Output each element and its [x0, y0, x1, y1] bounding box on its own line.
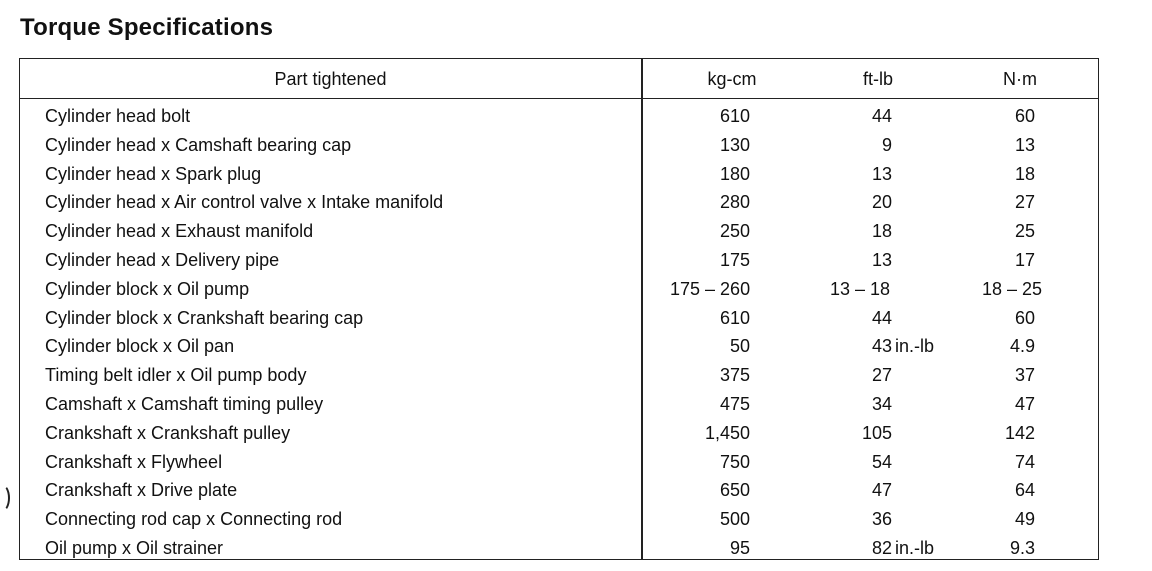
torque-spec-table	[19, 58, 1099, 560]
part-cell: Cylinder head x Delivery pipe	[45, 249, 280, 270]
kg-cm-cell: 175	[719, 249, 750, 270]
table-row	[20, 480, 1098, 509]
ft-lb-cell: 18	[871, 221, 892, 242]
n-m-cell: 13	[1014, 134, 1035, 155]
part-cell: Crankshaft x Flywheel	[45, 451, 223, 472]
table-row	[20, 336, 1098, 365]
kg-cm-cell: 750	[719, 451, 750, 472]
ft-lb-cell: 54	[871, 451, 892, 472]
table-row	[20, 394, 1098, 423]
ft-lb-cell: 47	[871, 480, 892, 501]
n-m-cell: 74	[1014, 451, 1035, 472]
part-cell: Cylinder block x Crankshaft bearing cap	[45, 307, 364, 328]
ft-lb-cell: 20	[871, 192, 892, 213]
table-row	[20, 250, 1098, 279]
page-title: Torque Specifications	[20, 14, 274, 41]
table-row	[20, 423, 1098, 452]
table-row	[20, 192, 1098, 221]
kg-cm-cell: 610	[719, 106, 750, 126]
ft-lb-cell: 13	[871, 249, 892, 270]
header-part-tightened: Part tightened	[274, 69, 387, 89]
table-row	[20, 509, 1098, 538]
ft-lb-cell: 36	[871, 509, 892, 530]
table-row	[20, 164, 1098, 193]
part-cell: Cylinder head bolt	[45, 106, 191, 126]
part-cell: Crankshaft x Crankshaft pulley	[45, 422, 291, 443]
n-m-cell: 27	[1014, 192, 1035, 213]
ft-lb-cell: 9	[881, 134, 892, 155]
ft-lb-cell: 34	[871, 393, 892, 414]
kg-cm-cell: 610	[719, 307, 750, 328]
ft-lb-cell: 105	[861, 422, 892, 443]
kg-cm-cell: 500	[719, 509, 750, 530]
table-row	[20, 106, 1098, 135]
n-m-cell: 60	[1014, 106, 1035, 126]
n-m-cell: 142	[1004, 422, 1035, 443]
margin-mark	[0, 484, 10, 512]
table-row	[20, 221, 1098, 250]
table-row	[20, 135, 1098, 164]
kg-cm-cell: 95	[729, 537, 750, 558]
n-m-cell: 37	[1014, 365, 1035, 386]
part-cell: Cylinder head x Camshaft bearing cap	[45, 134, 352, 155]
table-row	[20, 538, 1098, 567]
kg-cm-cell: 175 – 260	[670, 278, 751, 299]
header-kg-cm: kg-cm	[707, 69, 757, 89]
kg-cm-cell: 375	[719, 365, 750, 386]
part-cell: Cylinder head x Exhaust manifold	[45, 221, 314, 242]
n-m-cell: 47	[1014, 393, 1035, 414]
part-cell: Camshaft x Camshaft timing pulley	[45, 393, 324, 414]
ft-lb-unit-cell: in.-lb	[895, 336, 935, 357]
kg-cm-cell: 250	[719, 221, 750, 242]
n-m-cell: 17	[1014, 249, 1035, 270]
kg-cm-cell: 475	[719, 393, 750, 414]
part-cell: Timing belt idler x Oil pump body	[45, 365, 307, 386]
n-m-cell: 18	[1014, 163, 1035, 184]
part-cell: Cylinder block x Oil pump	[45, 278, 250, 299]
n-m-cell: 18 – 25	[982, 278, 1043, 299]
ft-lb-cell: 13	[871, 163, 892, 184]
ft-lb-cell: 82	[871, 537, 892, 558]
part-cell: Cylinder head x Air control valve x Intake manifold	[45, 192, 444, 213]
n-m-cell: 25	[1014, 221, 1035, 242]
kg-cm-cell: 280	[719, 192, 750, 213]
table-header	[20, 59, 1098, 99]
kg-cm-cell: 1,450	[704, 422, 750, 443]
n-m-cell: 49	[1014, 509, 1035, 530]
header-ft-lb: ft-lb	[862, 69, 893, 89]
n-m-cell: 4.9	[1009, 336, 1035, 357]
kg-cm-cell: 650	[719, 480, 750, 501]
part-cell: Cylinder block x Oil pan	[45, 336, 235, 357]
ft-lb-unit-cell: in.-lb	[895, 537, 935, 558]
table-row	[20, 365, 1098, 394]
table-row	[20, 308, 1098, 337]
part-cell: Crankshaft x Drive plate	[45, 480, 238, 501]
ft-lb-cell: 44	[871, 106, 892, 126]
header-n-m: N·m	[1003, 69, 1037, 89]
ft-lb-cell: 27	[871, 365, 892, 386]
kg-cm-cell: 130	[719, 134, 750, 155]
table-row	[20, 279, 1098, 308]
kg-cm-cell: 50	[729, 336, 750, 357]
table-row	[20, 452, 1098, 481]
part-cell: Connecting rod cap x Connecting rod	[45, 509, 343, 530]
ft-lb-cell: 43	[871, 336, 892, 357]
table-body	[20, 106, 1098, 567]
n-m-cell: 9.3	[1009, 537, 1035, 558]
kg-cm-cell: 180	[719, 163, 750, 184]
part-cell: Cylinder head x Spark plug	[45, 163, 262, 184]
ft-lb-cell: 13 – 18	[830, 278, 891, 299]
part-cell: Oil pump x Oil strainer	[45, 537, 224, 558]
ft-lb-cell: 44	[871, 307, 892, 328]
n-m-cell: 64	[1014, 480, 1035, 501]
n-m-cell: 60	[1014, 307, 1035, 328]
